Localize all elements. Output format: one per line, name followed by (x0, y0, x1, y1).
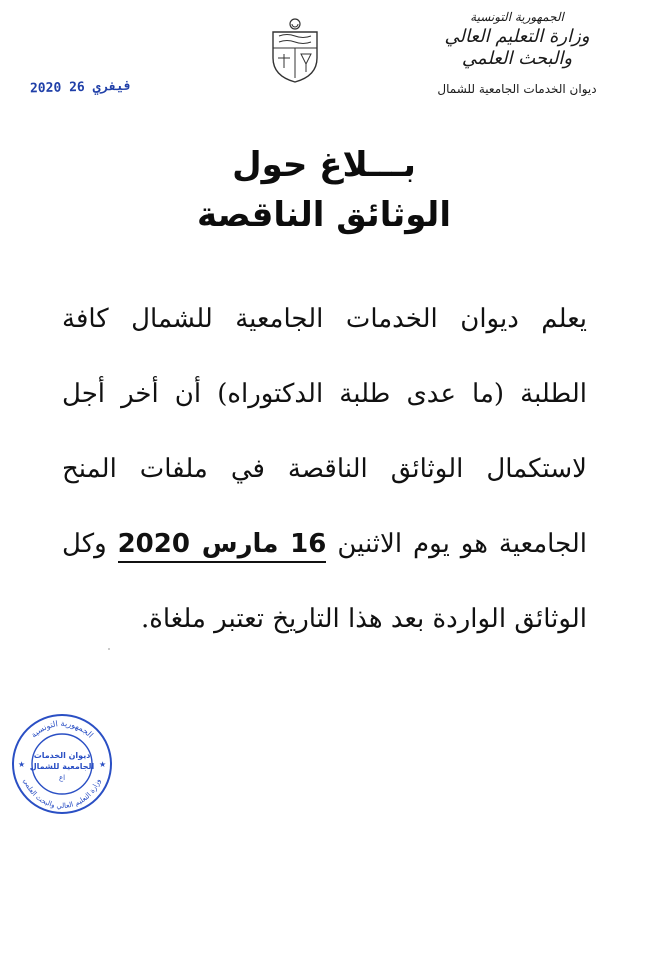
official-seal (10, 712, 114, 816)
seal-center-code: اع (58, 774, 66, 782)
title-line-1: بـــلاغ حول (232, 145, 416, 185)
title-line-2: الوثائق الناقصة (197, 195, 451, 235)
seal-top-text: الجمهورية التونسية (29, 718, 95, 740)
paper-speck (108, 648, 110, 650)
ministry-label: وزارة التعليم العالي (444, 26, 590, 47)
received-date-stamp: 2020 فيفري 26 (29, 78, 132, 97)
republic-label: الجمهورية التونسية (470, 10, 564, 24)
seal-star-right-icon: ★ (99, 760, 107, 769)
seal-star-left-icon: ★ (18, 760, 26, 769)
announcement-body (62, 282, 587, 657)
office-label: ديوان الخدمات الجامعية للشمال (437, 82, 597, 96)
seal-center-line-1: ديوان الخدمات (33, 751, 91, 760)
ministry-header (422, 10, 612, 96)
coat-of-arms-icon (265, 18, 325, 84)
body-text-part-1: يعلم ديوان الخدمات الجامعية للشمال كافة الطلبة (ما عدى طلبة الدكتوراه) أن أخر أجل لاستكمال الوثائق الناقصة في ملفات المنح الجامعية هو يوم الاثنين (62, 304, 587, 559)
seal-bottom-text: وزارة التعليم العالي والبحث العلمي (21, 777, 103, 811)
svg-text:الجمهورية التونسية (29, 719, 95, 740)
body-text-part-2: وكل الوثائق الواردة بعد هذا التاريخ تعتبر ملغاة. (62, 529, 587, 634)
announcement-title (0, 140, 648, 240)
deadline-date: 16 مارس 2020 (118, 529, 327, 563)
seal-center-line-2: الجامعية للشمال (29, 762, 95, 771)
research-label: والبحث العلمي (461, 48, 573, 69)
